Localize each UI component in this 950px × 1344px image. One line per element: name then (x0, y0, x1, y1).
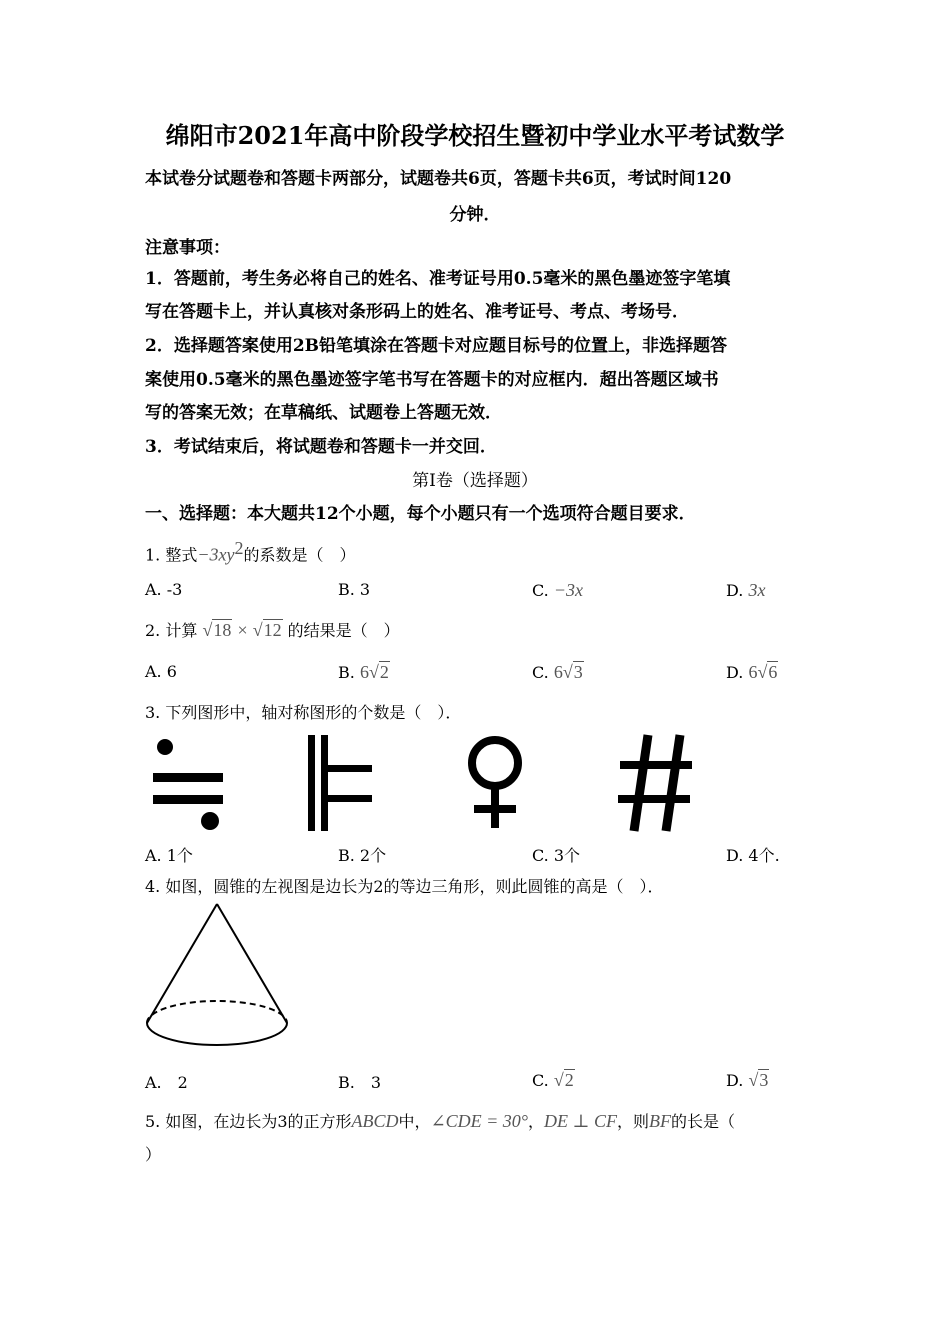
q2-option-b (338, 662, 390, 683)
q2-suffix: 的结果是（ ） (287, 621, 400, 640)
q4-option-d-label: D. (726, 1071, 744, 1090)
q4-option-a: A. 2 (145, 1073, 188, 1092)
q5-comma: ， (528, 1112, 545, 1131)
q1-exponent: 2 (234, 538, 244, 558)
q5-segment-bf: BF (648, 1111, 671, 1131)
notice-heading: 注意事项： (145, 238, 230, 258)
notice-item-1-line-2: 写在答题卡上，并认真核对条形码上的姓名、准考证号、考点、考场号． (145, 302, 689, 322)
notice-item-3: 3．考试结束后，将试题卷和答题卡一并交回． (145, 437, 497, 457)
q2-option-b-label: B. (338, 663, 355, 682)
q1-option-c (532, 580, 583, 601)
q2-option-c-coef: 6 (553, 662, 563, 682)
q2-prefix: 2. 计算 (145, 621, 198, 640)
question-2 (145, 618, 400, 641)
venus-symbol-figure (462, 733, 532, 833)
q2-option-a: A. 6 (145, 662, 177, 681)
q2-option-d-sqrt: √6 (757, 662, 778, 682)
q1-option-d-label: D. (726, 581, 744, 600)
q1-option-a: A. -3 (145, 580, 183, 599)
q3-option-c: C. 3个 (532, 846, 581, 865)
q5-mid-2: ，则 (616, 1112, 649, 1131)
q5-suffix: 的长是（ (670, 1112, 735, 1131)
q4-option-c-sqrt: √2 (553, 1070, 574, 1090)
question-1 (145, 538, 356, 565)
q4-option-c (532, 1070, 575, 1091)
q1-expression: −3xy (197, 544, 235, 565)
q4-option-d-sqrt: √3 (748, 1070, 769, 1090)
q3-option-d: D. 4个. (726, 846, 780, 865)
double-bar-figure (303, 733, 378, 833)
q3-option-b: B. 2个 (338, 846, 387, 865)
question-4: 4. 如图，圆锥的左视图是边长为2的等边三角形，则此圆锥的高是（ ）． (145, 877, 664, 896)
intro-line-2: 分钟． (449, 205, 501, 225)
notice-item-2-line-1: 2．选择题答案使用2B铅笔填涂在答题卡对应题目标号的位置上，非选择题答 (145, 336, 728, 356)
q2-option-c-label: C. (532, 663, 549, 682)
q4-option-d (726, 1070, 769, 1091)
notice-item-2-line-2: 案使用0.5毫米的黑色墨迹签字笔书写在答题卡的对应框内．超出答题区域书 (145, 370, 719, 390)
q1-option-d (726, 580, 765, 601)
intro-line-1: 本试卷分试题卷和答题卡两部分，试题卷共6页，答题卡共6页，考试时间120 (145, 169, 732, 189)
q2-option-b-coef: 6 (359, 662, 369, 682)
q2-sqrt-12: √12 (252, 620, 282, 640)
hash-symbol-figure (616, 733, 696, 833)
q2-option-d-label: D. (726, 663, 744, 682)
q4-option-c-label: C. (532, 1071, 549, 1090)
q5-prefix: 5. 如图，在边长为3的正方形 (145, 1112, 352, 1131)
q5-mid-1: 中， (398, 1112, 431, 1131)
notice-item-2-line-3: 写的答案无效；在草稿纸、试题卷上答题无效． (145, 403, 502, 423)
page-title: 绵阳市2021年高中阶段学校招生暨初中学业水平考试数学 (165, 121, 785, 150)
q1-option-d-math: 3x (748, 580, 766, 600)
q2-option-b-sqrt: √2 (368, 662, 389, 682)
q5-perpendicular: DE ⊥ CF (544, 1111, 617, 1131)
q2-times: × (237, 620, 248, 640)
q1-option-c-math: −3x (553, 580, 583, 600)
question-5-line-2: ） (145, 1145, 162, 1164)
notice-item-1-line-1: 1．答题前，考生务必将自己的姓名、准考证号用0.5毫米的黑色墨迹签字笔填 (145, 269, 731, 289)
part-1-heading: 一、选择题：本大题共12个小题，每个小题只有一个选项符合题目要求． (145, 504, 696, 524)
volume-heading: 第Ⅰ卷（选择题） (412, 471, 538, 491)
q5-angle: ∠CDE = 30° (430, 1111, 528, 1131)
q4-option-b: B. 3 (338, 1073, 382, 1092)
q5-square-name: ABCD (351, 1111, 399, 1131)
q1-suffix: 的系数是（ ） (243, 545, 356, 565)
q1-prefix: 1. 整式 (145, 545, 198, 565)
question-3: 3. 下列图形中，轴对称图形的个数是（ ）． (145, 703, 462, 722)
q3-option-a: A. 1个 (145, 846, 193, 865)
q2-option-c-sqrt: √3 (562, 662, 583, 682)
q2-option-d-coef: 6 (748, 662, 758, 682)
cone-figure (140, 898, 300, 1058)
question-5 (145, 1109, 735, 1132)
division-sign-figure (148, 735, 228, 835)
q2-option-d (726, 662, 778, 683)
q1-option-b: B. 3 (338, 580, 371, 599)
q2-option-c (532, 662, 584, 683)
q2-sqrt-18: √18 (202, 620, 232, 640)
q1-option-c-label: C. (532, 581, 549, 600)
